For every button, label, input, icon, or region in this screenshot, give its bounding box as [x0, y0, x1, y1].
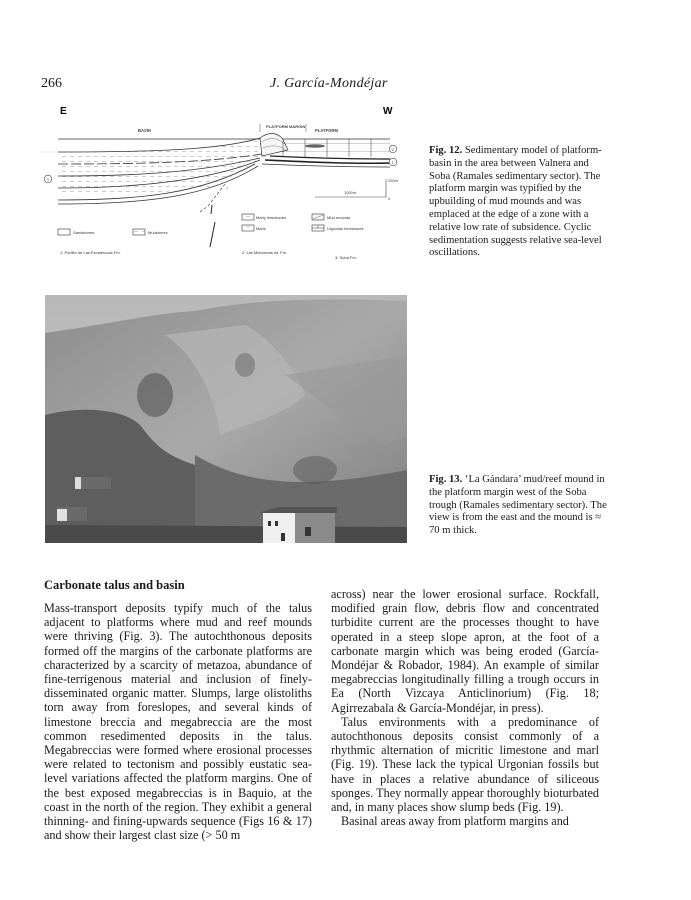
scale-horizontal-label: 1000m [344, 190, 357, 195]
left-column [44, 601, 312, 842]
legend-mudstones [133, 229, 168, 235]
zone-basin-label: BASIN [138, 128, 152, 133]
unit-marker-2: 2 [391, 147, 394, 152]
figure-13-caption-text: ‘La Gándara’ mud/reef mound in the platform margin west of the Soba trough (Ramales sedimentary sector). The view is from the east and the mound is ≈ 70 m thick. [429, 474, 607, 537]
paragraph: Talus environments with a predominance of autochthonous deposits consist commonly of a rhythmic alternation of micritic limestone and marl (Fig. 19). These lack the typical Urgonian fossils but have in places a relative abundance of siliceous sponges. They normally appear thoroughly bioturbated and, in many places show slump beds (Fig. 19). [331, 714, 599, 815]
scale-zero-label: 0 [388, 196, 391, 201]
svg-text:Marls: Marls [256, 226, 266, 231]
running-head: J. García-Mondéjar [270, 76, 388, 91]
paragraph: Basinal areas away from platform margins and [341, 814, 569, 829]
svg-text:Sandstones: Sandstones [73, 230, 95, 235]
direction-west-label: W [383, 106, 393, 117]
zone-platform-label: PLATFORM [315, 128, 338, 133]
right-column [331, 587, 599, 828]
figure-12-diagram [30, 104, 415, 274]
legend-mud-mounds [312, 214, 350, 220]
figure-13-photo [45, 295, 407, 543]
figure-12-caption [429, 145, 609, 260]
formation-1-label: 1: Portillo de Las Escalerucas Fm. [60, 250, 121, 255]
svg-text:Mudstones: Mudstones [148, 230, 168, 235]
svg-text:Mud mounds: Mud mounds [327, 215, 351, 220]
scale-vertical-label: 250m [388, 178, 399, 183]
svg-text:Urgonian limestones: Urgonian limestones [327, 226, 364, 231]
figure-12-caption-label: Fig. 12. [429, 145, 463, 156]
paragraph: Mass-transport deposits typify much of the talus adjacent to platforms where mud and reef mounds were thriving (Fig. 3). The autochthonous deposits formed off the margins of the carbonate platforms are characterized by a scarcity of metazoa, abundance of fine-terrigenous material and inclusion of finely-disseminated organic matter. Slumps, large olistoliths torn away from foreslopes, and several kinds of limestone breccia and megabreccia are the most common resedimented deposits in the talus. Megabreccias were formed where erosional processes were related to tectonism and possibly eustatic sea-level variations affected the platform margins. One of the best exposed megabreccias is in Baquio, at the coast in the north of the region. They exhibit a general thinning- and fining-upwards sequence (Figs 16 & 17) and show their largest clast size (> 50 m [44, 601, 312, 843]
formation-3-label: 3: Soba Fm. [335, 255, 357, 260]
paragraph: across) near the lower erosional surface. Rockfall, modified grain flow, debris flow and concentrated turbidite current are the processes thought to have operated in a steep slope apron, at the foot of a carbonate margin which was being eroded (García-Mondéjar & Robador, 1984). An example of similar megabreccias longitudinally filling a trough occurs in Ea (North Vizcaya Anticlinorium) (Fig. 18; Agirrezabala & García-Mondéjar, in press). [331, 587, 599, 715]
legend-marls [242, 225, 266, 231]
mound-photograph [45, 295, 407, 543]
page-number: 266 [41, 76, 62, 91]
svg-text:Marly limestones: Marly limestones [256, 215, 287, 220]
figure-12-caption-text: Sedimentary model of platform-basin in the area between Valnera and Soba (Ramales sedimentary sector). The platform margin was typified by the upbuilding of mud mounds and was emplaced at the edge of a zone with a relative low rate of subsidence. Cyclic sedimentation suggests relative sea-level oscillations. [429, 145, 602, 259]
formation-2-label: 2: Las Machorras lst. Fm. [242, 250, 288, 255]
zone-platform-margin-label: PLATFORM MARGIN [266, 124, 306, 129]
unit-marker-1: 1 [391, 160, 394, 165]
legend-sandstones [58, 229, 94, 235]
legend-urgonian-limestones [312, 225, 363, 231]
figure-13-caption-label: Fig. 13. [429, 474, 463, 485]
unit-marker-3: 3 [46, 177, 49, 182]
fault-query-label: ? [226, 186, 228, 191]
figure-13-caption [429, 474, 609, 538]
cross-section-svg [30, 104, 415, 274]
direction-east-label: E [60, 106, 67, 117]
section-heading: Carbonate talus and basin [44, 578, 185, 592]
legend-marly-limestones [242, 214, 286, 220]
